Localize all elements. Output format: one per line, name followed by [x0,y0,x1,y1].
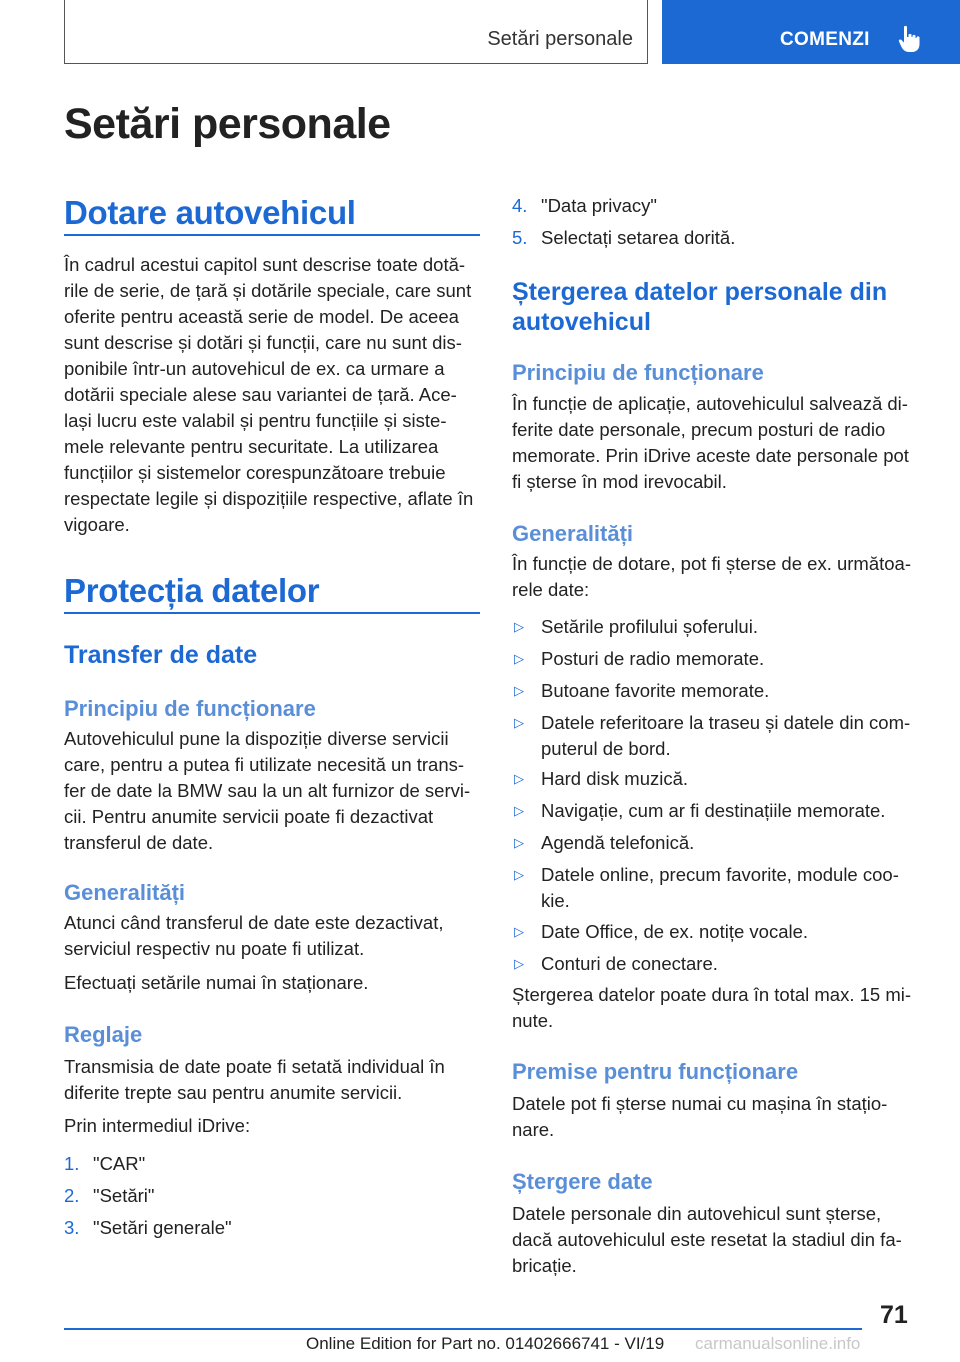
list-number: 1. [64,1153,80,1174]
triangle-bullet-icon: ▷ [514,683,524,698]
list-text: Datele referitoare la traseu și datele din com‐ puterul de bord. [541,712,911,759]
list-number: 4. [512,195,528,216]
triangle-bullet-icon: ▷ [514,835,524,850]
paragraph-duration: Ștergerea datelor poate dura în total max. 15 mi‐ nute. [512,984,911,1031]
triangle-bullet-icon: ▷ [514,803,524,818]
paragraph-general-1: Atunci când transferul de date este dezactivat, serviciul respectiv nu poate fi utilizat. [64,912,444,959]
triangle-bullet-icon: ▷ [514,867,524,882]
list-number: 5. [512,227,528,248]
list-text: "Setări" [93,1185,155,1206]
list-text: Datele online, precum favorite, module coo‐ kie. [541,864,899,911]
list-text: Date Office, de ex. notițe vocale. [541,921,809,942]
list-number: 3. [64,1217,80,1238]
section-tab-label: Setări personale [487,28,633,50]
pointing-hand-icon [896,24,926,54]
section-rule [64,234,480,236]
heading-delete-data: Ștergere date [512,1169,653,1194]
list-text: Butoane favorite memorate. [541,680,770,701]
triangle-bullet-icon: ▷ [514,619,524,634]
triangle-bullet-icon: ▷ [514,956,524,971]
list-text: "Data privacy" [541,195,657,216]
list-text: Hard disk muzică. [541,768,689,789]
heading-prerequisites: Premise pentru funcționare [512,1059,799,1084]
list-number: 2. [64,1185,80,1206]
page-title: Setări personale [64,100,391,148]
list-text: Agendă telefonică. [541,832,695,853]
list-text: Setările profilului șoferului. [541,616,758,637]
paragraph-delete-data: Datele personale din autovehicul sunt șterse, dacă autovehiculul este resetat la stadiul din fa‐ bricație. [512,1203,902,1276]
paragraph-idrive-intro: Prin intermediul iDrive: [64,1115,251,1136]
chapter-tab[interactable] [662,0,960,64]
paragraph-prerequisites: Datele pot fi șterse numai cu mașina în stațio‐ nare. [512,1093,888,1140]
subsection-title-delete-data: Ștergerea datelor personale din autovehicul [512,278,888,336]
section-title-vehicle-equipment: Dotare autovehicul [64,194,356,231]
heading-settings: Reglaje [64,1022,143,1047]
edition-text: Online Edition for Part no. 01402666741 - VI/19 [306,1334,665,1353]
heading-principle: Principiu de funcționare [64,696,316,721]
list-text: "CAR" [93,1153,146,1174]
triangle-bullet-icon: ▷ [514,924,524,939]
page-number: 71 [880,1301,908,1329]
triangle-bullet-icon: ▷ [514,715,524,730]
paragraph-principle: Autovehiculul pune la dispoziție diverse servicii care, pentru a putea fi utilizate necesită un trans‐ fer de date la BMW sau la un alt furnizor de servi‐ cii. Pentru anumite servicii poate fi dezactivat transferul de date. [64,728,471,853]
paragraph-general-2: Efectuați setările numai în staționare. [64,972,369,993]
watermark: carmanualsonline.info [695,1334,861,1353]
heading-general: Generalități [512,521,634,546]
triangle-bullet-icon: ▷ [514,771,524,786]
section-rule [64,612,480,614]
section-tab [64,0,648,64]
footer-rule [64,1328,862,1330]
list-text: Conturi de conectare. [541,953,718,974]
subsection-title-data-transfer: Transfer de date [64,641,258,669]
list-text: Selectați setarea dorită. [541,227,736,248]
paragraph-vehicle-equipment: În cadrul acestui capitol sunt descrise toate dotă‐ rile de serie, de țară și dotările speciale, care sunt oferite pentru această serie de model. De aceea sunt descrise și dotări și funcții, care nu sunt dis‐ ponibile într-un autovehicul de ex. ca urmare a dotării speciale alese sau variantei de țară. Ace‐ lași lucru este valabil și pentru funcțiile și siste‐ mele relevante pentru securitate. La utilizarea funcțiilor și sistemelor corespunzătoare trebuie respectate legile și dispozițiile respective, aflate în vigoare. [64,254,474,535]
list-text: Posturi de radio memorate. [541,648,765,669]
list-text: "Setări generale" [93,1217,232,1238]
paragraph-settings: Transmisia de date poate fi setată individual în diferite trepte sau pentru anumite servicii. [64,1056,445,1103]
heading-general: Generalități [64,880,186,905]
triangle-bullet-icon: ▷ [514,651,524,666]
section-title-data-protection: Protecția datelor [64,572,320,609]
chapter-tab-label: COMENZI [780,29,870,50]
paragraph-principle: În funcție de aplicație, autovehiculul salvează di‐ ferite date personale, precum posturi de radio memorate. Prin iDrive aceste date personale pot fi șterse în mod irevocabil. [512,393,909,492]
paragraph-general: În funcție de dotare, pot fi șterse de ex. următoa‐ rele date: [512,553,911,600]
heading-principle: Principiu de funcționare [512,360,764,385]
list-text: Navigație, cum ar fi destinațiile memorate. [541,800,886,821]
